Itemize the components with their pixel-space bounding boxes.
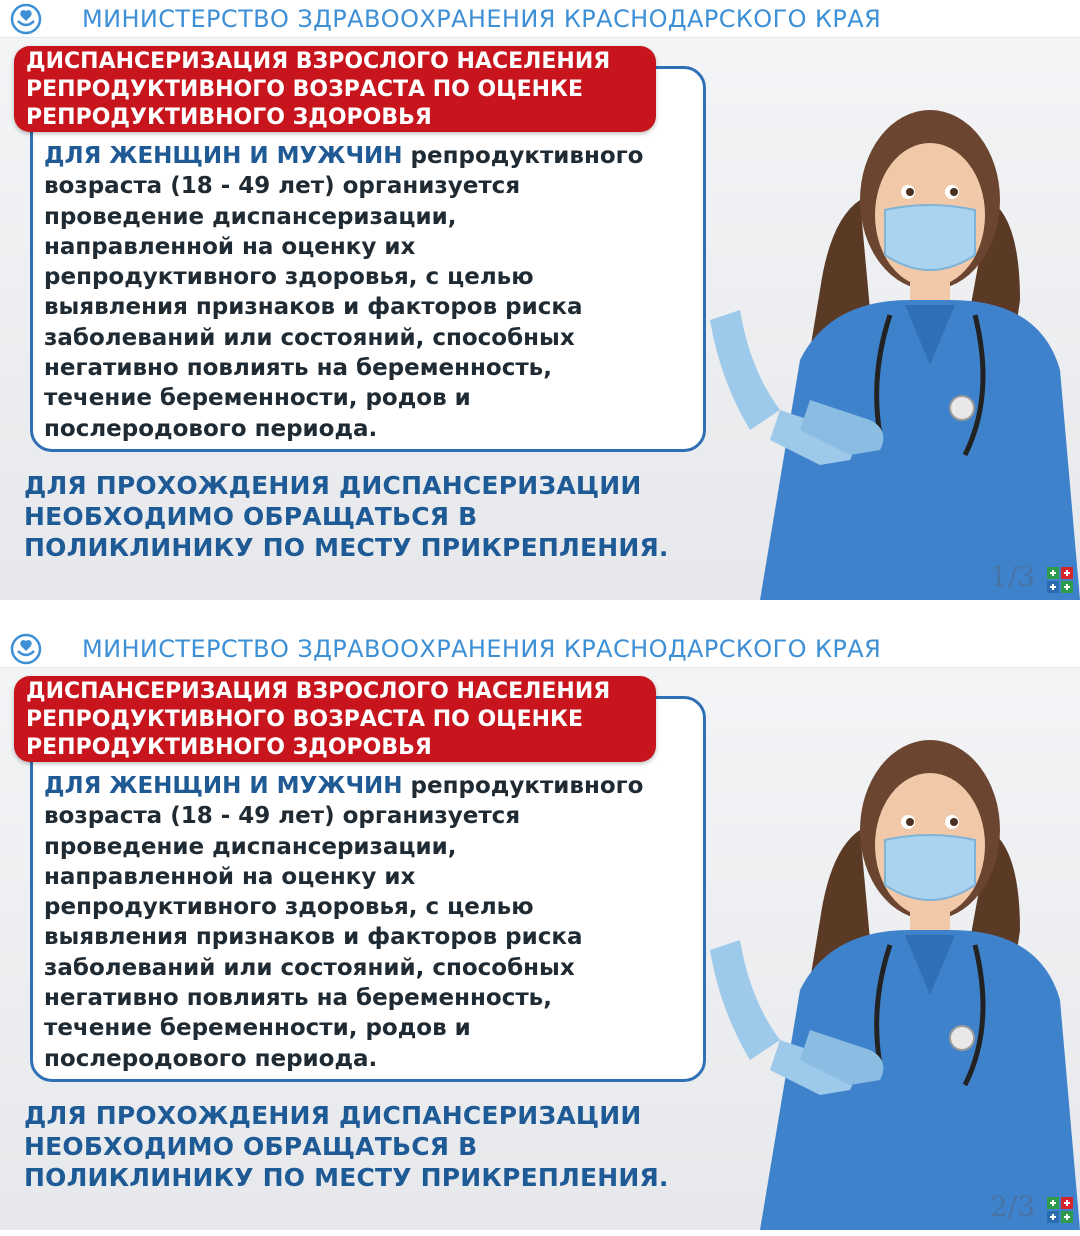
medical-cross-logo-icon xyxy=(1046,566,1074,594)
info-line: выявления признаков и факторов риска xyxy=(44,924,583,951)
nurse-photo xyxy=(690,100,1080,600)
medical-cross-logo-icon xyxy=(1046,1196,1074,1224)
ministry-header xyxy=(0,0,1080,38)
cta-line: ПОЛИКЛИНИКУ ПО МЕСТУ ПРИКРЕПЛЕНИЯ. xyxy=(24,1163,669,1192)
info-line: возраста (18 - 49 лет) организуется xyxy=(44,803,521,830)
title-line: ДИСПАНСЕРИЗАЦИЯ ВЗРОСЛОГО НАСЕЛЕНИЯ xyxy=(26,679,611,704)
info-line: направленной на оценку их xyxy=(44,233,416,260)
nurse-photo xyxy=(690,730,1080,1230)
title-line: РЕПРОДУКТИВНОГО ВОЗРАСТА ПО ОЦЕНКЕ xyxy=(26,707,584,732)
title-line: РЕПРОДУКТИВНОГО ВОЗРАСТА ПО ОЦЕНКЕ xyxy=(26,77,584,102)
info-line: возраста (18 - 49 лет) организуется xyxy=(44,173,521,200)
info-line: негативно повлиять на беременность, xyxy=(44,355,552,382)
info-text xyxy=(44,141,694,444)
title-line: РЕПРОДУКТИВНОГО ЗДОРОВЬЯ xyxy=(26,735,432,760)
info-highlight: ДЛЯ ЖЕНЩИН И МУЖЧИН xyxy=(44,143,403,169)
info-line: репродуктивного xyxy=(402,773,644,799)
ministry-header xyxy=(0,630,1080,668)
info-line: репродуктивного здоровья, с целью xyxy=(44,894,534,921)
info-line: течение беременности, родов и xyxy=(44,385,471,412)
ministry-name: МИНИСТЕРСТВО ЗДРАВООХРАНЕНИЯ КРАСНОДАРСКОГО КРАЯ xyxy=(82,635,882,663)
program-title xyxy=(14,46,656,132)
info-line: проведение диспансеризации, xyxy=(44,833,457,860)
info-line: репродуктивного xyxy=(402,143,644,169)
program-title xyxy=(14,676,656,762)
info-line: репродуктивного здоровья, с целью xyxy=(44,264,534,291)
cta-line: НЕОБХОДИМО ОБРАЩАТЬСЯ В xyxy=(24,502,478,531)
ministry-logo-icon xyxy=(8,632,44,666)
title-line: РЕПРОДУКТИВНОГО ЗДОРОВЬЯ xyxy=(26,105,432,130)
info-line: направленной на оценку их xyxy=(44,863,416,890)
info-line: послеродового периода. xyxy=(44,415,378,442)
page-indicator: 1/3 xyxy=(990,560,1036,593)
info-line: проведение диспансеризации, xyxy=(44,203,457,230)
info-line: негативно повлиять на беременность, xyxy=(44,985,552,1012)
call-to-action xyxy=(24,1100,669,1193)
info-line: выявления признаков и факторов риска xyxy=(44,294,583,321)
call-to-action xyxy=(24,470,669,563)
ministry-name: МИНИСТЕРСТВО ЗДРАВООХРАНЕНИЯ КРАСНОДАРСКОГО КРАЯ xyxy=(82,5,882,33)
cta-line: ДЛЯ ПРОХОЖДЕНИЯ ДИСПАНСЕРИЗАЦИИ xyxy=(24,471,642,500)
info-highlight: ДЛЯ ЖЕНЩИН И МУЖЧИН xyxy=(44,773,403,799)
slide-1 xyxy=(0,0,1080,600)
cta-line: ПОЛИКЛИНИКУ ПО МЕСТУ ПРИКРЕПЛЕНИЯ. xyxy=(24,533,669,562)
info-line: заболеваний или состояний, способных xyxy=(44,324,575,351)
cta-line: НЕОБХОДИМО ОБРАЩАТЬСЯ В xyxy=(24,1132,478,1161)
ministry-logo-icon xyxy=(8,2,44,36)
info-line: течение беременности, родов и xyxy=(44,1015,471,1042)
info-text xyxy=(44,771,694,1074)
page-indicator: 2/3 xyxy=(990,1190,1036,1223)
info-line: послеродового периода. xyxy=(44,1045,378,1072)
slide-2 xyxy=(0,630,1080,1230)
cta-line: ДЛЯ ПРОХОЖДЕНИЯ ДИСПАНСЕРИЗАЦИИ xyxy=(24,1101,642,1130)
title-line: ДИСПАНСЕРИЗАЦИЯ ВЗРОСЛОГО НАСЕЛЕНИЯ xyxy=(26,49,611,74)
info-line: заболеваний или состояний, способных xyxy=(44,954,575,981)
